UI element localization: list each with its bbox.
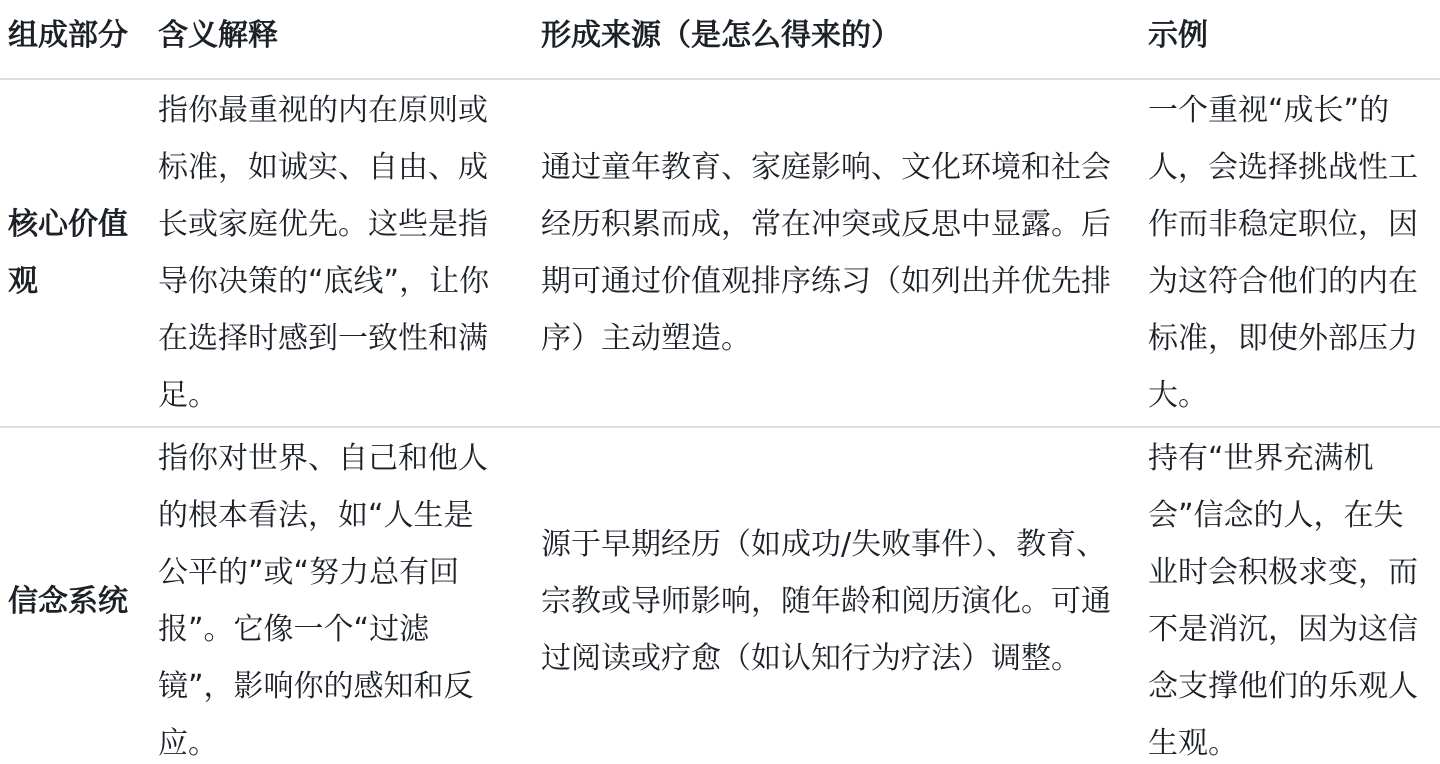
header-component: 组成部分 [8,18,128,53]
cell-meaning: 指你最重视的内在原则或标准，如诚实、自由、成长或家庭优先。这些是指导你决策的“底线”，让你在选择时感到一致性和满足。 [158,93,490,413]
cell-example: 持有“世界充满机会”信念的人，在失业时会积极求变，而不是消沉，因为这信念支撑他们的乐观人生观。 [1148,441,1418,761]
table-row-belief-system [0,427,1440,764]
cell-source: 通过童年教育、家庭影响、文化环境和社会经历积累而成，常在冲突或反思中显露。后期可通过价值观排序练习（如列出并优先排序）主动塑造。 [541,150,1111,356]
header-meaning: 含义解释 [158,18,278,53]
header-example: 示例 [1148,18,1208,53]
cell-component: 核心价值观 [8,207,128,299]
cell-source: 源于早期经历（如成功/失败事件）、教育、宗教或导师影响，随年龄和阅历演化。可通过阅读或疗愈（如认知行为疗法）调整。 [541,526,1111,676]
table-body [0,79,1440,764]
table-header [0,0,1440,79]
cell-component: 信念系统 [8,583,128,619]
header-source: 形成来源（是怎么得来的） [541,18,901,53]
header-row [0,0,1440,79]
table-row-core-values [0,79,1440,427]
cell-meaning: 指你对世界、自己和他人的根本看法，如“人生是公平的”或“努力总有回报”。它像一个“过滤镜”，影响你的感知和反应。 [158,441,488,761]
cell-example: 一个重视“成长”的人，会选择挑战性工作而非稳定职位，因为这符合他们的内在标准，即使外部压力大。 [1148,93,1418,413]
